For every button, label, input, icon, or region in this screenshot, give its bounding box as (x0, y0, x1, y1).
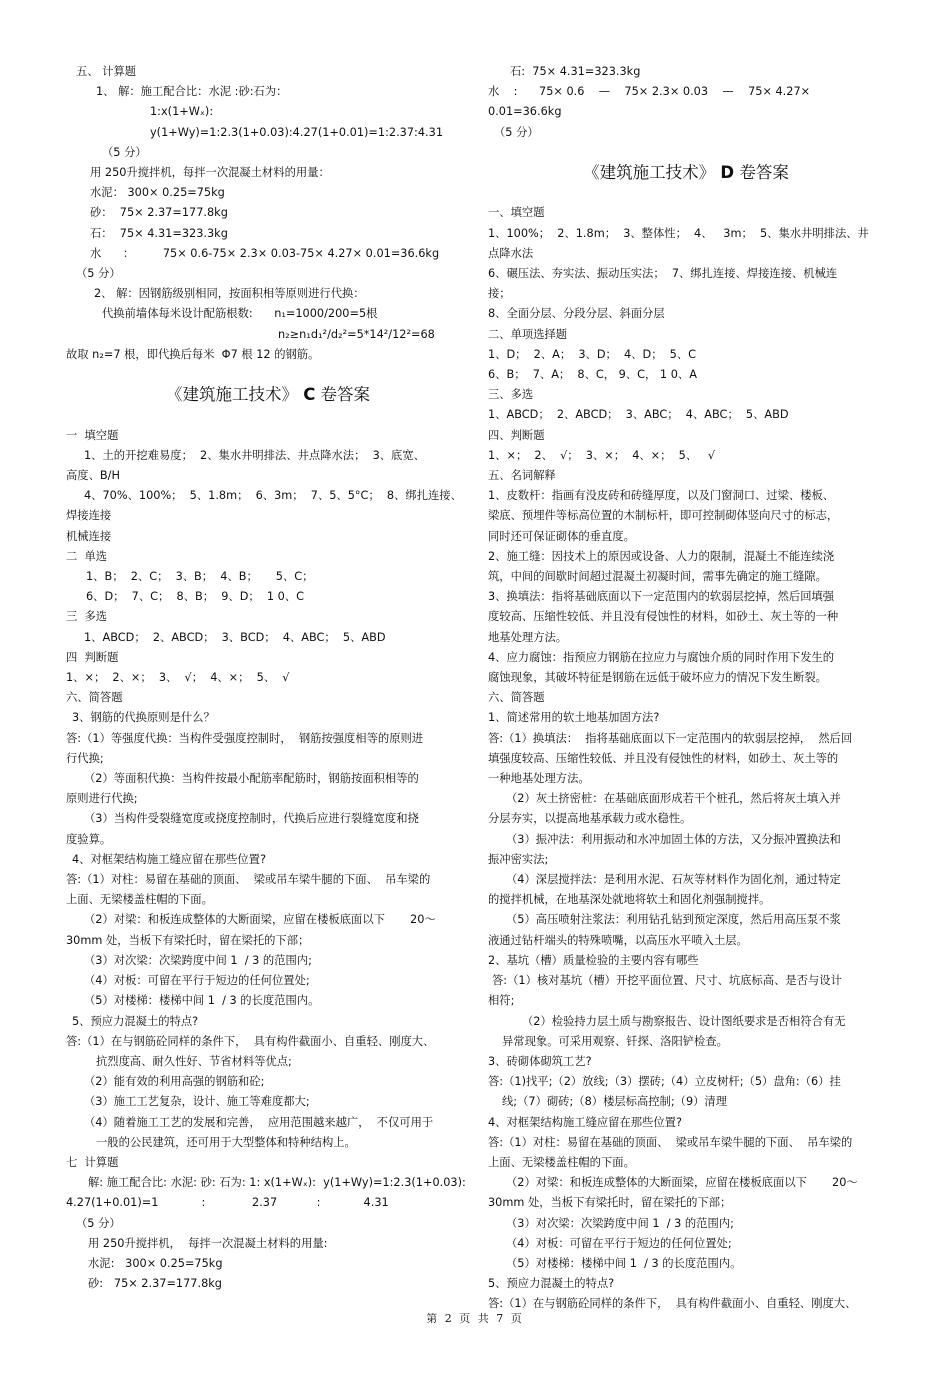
text-line: 2、施工缝：因技术上的原因或设备、人力的限制，混凝土不能连续浇 (488, 549, 835, 563)
text-line: 四 判断题 (66, 650, 119, 664)
text-line: 石: 75× 4.31=323.3kg (510, 65, 641, 78)
text-line: （4）对板：可留在平行于短边的任何位置处; (506, 1236, 732, 1250)
text-line: 4、对框架结构施工缝应留在那些位置? (72, 852, 266, 866)
text-line: 1、×； 2、 √； 3、×； 4、×； 5、 √ (488, 448, 716, 462)
text-line: 答:（1）核对基坑（槽）开挖平面位置、尺寸、坑底标高、是否与设计 (492, 974, 842, 988)
text-line: 腐蚀现象，其破坏特征是钢筋在远低于破坏应力的情况下发生断裂。 (488, 671, 827, 685)
text-line: 4.27(1+0.01)=1 : 2.37 : 4.31 (66, 1196, 389, 1210)
right-column (488, 62, 884, 1315)
text-line: 上面、无梁楼盖柱帽的下面。 (488, 1155, 635, 1169)
text-line: （3）对次梁：次梁跨度中间 1 / 3 的范围内; (84, 953, 312, 967)
text-line: 水 ： 75× 0.6-75× 2.3× 0.03-75× 4.27× 0.01=36.6kg (90, 246, 440, 260)
text-line: 5、预应力混凝土的特点? (488, 1277, 615, 1291)
text-line: 答:（1）在与钢筋砼同样的条件下， 具有构件截面小、自重轻、刚度大、 (66, 1034, 435, 1048)
text-line: （2）对梁：和板连成整体的大断面梁，应留在楼板底面以下 20～ (506, 1176, 858, 1190)
text-line: （3）当构件受裂缝宽度或挠度控制时，代换后应进行裂缝宽度和挠 (84, 812, 419, 826)
text-line: （3）对次梁：次梁跨度中间 1 / 3 的范围内; (506, 1216, 734, 1230)
text-line: 相符; (488, 994, 515, 1008)
text-line: n₂≥n₁d₁²/d₂²=5*14²/12²=68 (278, 327, 435, 341)
text-line: （5）对楼梯：楼梯中间 1 / 3 的长度范围内。 (506, 1256, 742, 1270)
text-line: 1、×； 2、×； 3、 √； 4、×； 5、 √ (66, 671, 290, 685)
text-line: 上面、无梁楼盖柱帽的下面。 (66, 893, 213, 907)
text-line: 代换前墙体每米设计配筋根数: n₁=1000/200=5根 (102, 307, 378, 321)
text-line: 水泥： 300× 0.25=75kg (90, 186, 225, 200)
text-line: 答:（1）在与钢筋砼同样的条件下， 具有构件截面小、自重轻、刚度大、 (488, 1297, 857, 1311)
text-line: 2、基坑（槽）质量检验的主要内容有哪些 (488, 953, 699, 967)
text-line: 3、换填法：指将基础底面以下一定范围内的软弱层挖掉，然后回填强 (488, 590, 835, 604)
text-line: （5 分） (494, 125, 539, 139)
text-line: 答:（1）对柱：易留在基础的顶面、 梁或吊车梁牛腿的下面、 吊车梁的 (488, 1135, 853, 1149)
text-line: 一般的公民建筑，还可用于大型整体和特种结构上。 (96, 1135, 356, 1149)
text-line: 1、皮数杆：指画有没皮砖和砖缝厚度，以及门窗洞口、过梁、楼板、 (488, 489, 835, 503)
text-line: 接； (488, 287, 511, 301)
text-line: 6、D； 7、C； 8、B； 9、D； 1 0、C (86, 590, 305, 604)
text-line (66, 405, 470, 425)
text-line: 四、判断题 (488, 428, 545, 442)
text-line: 用 250升搅拌机， 每拌一次混凝土材料的用量: (88, 1236, 328, 1250)
text-line: 线;（7）砌砖;（8）楼层标高控制;（9）清理 (502, 1095, 728, 1109)
text-line: 4、对框架结构施工缝应留在那些位置? (488, 1115, 682, 1129)
text-line: 抗烈度高、耐久性好、节省材料等优点; (96, 1054, 292, 1068)
text-line: 8、全面分层、分段分层、斜面分层 (488, 307, 665, 321)
text-line: 答:（1）等强度代换：当构件受强度控制时， 钢筋按强度相等的原则进 (66, 731, 424, 745)
text-line: 筑，中间的间歇时间超过混凝土初凝时间，需事先确定的施工缝隙。 (488, 570, 827, 584)
text-line: （4）随着施工工艺的发展和完善， 应用范围越来越广， 不仅可用于 (84, 1115, 434, 1129)
text-line: 答:（1）对柱：易留在基础的顶面、 梁或吊车梁牛腿的下面、 吊车梁的 (66, 873, 431, 887)
text-line: 七 计算题 (66, 1155, 119, 1169)
text-line: 三、多选 (488, 388, 534, 402)
text-line: （3）振冲法：利用振动和水冲加固土体的方法，又分振冲置换法和 (506, 832, 841, 846)
text-line: 砂: 75× 2.37=177.8kg (88, 1277, 222, 1291)
text-line: 液通过钻杆端头的特殊喷嘴，以高压水平喷入土层。 (488, 933, 748, 947)
text-line: 答:（1)找平;（2）放线;（3）摆砖;（4）立皮树杆;（5）盘角:（6）挂 (488, 1075, 841, 1089)
text-line: 度验算。 (66, 832, 112, 846)
text-line: 30mm 处，当板下有梁托时，留在梁托的下部； (66, 933, 310, 947)
text-line: （5）对楼梯：楼梯中间 1 / 3 的长度范围内。 (84, 994, 320, 1008)
text-line: （2）能有效的利用高强的钢筋和砼; (84, 1075, 265, 1089)
text-line: 1、简述常用的软土地基加固方法? (488, 711, 660, 725)
text-line: 4、应力腐蚀：指预应力钢筋在拉应力与腐蚀介质的同时作用下发生的 (488, 650, 835, 664)
text-line: （2）等面积代换：当构件按最小配筋率配筋时，钢筋按面积相等的 (84, 772, 419, 786)
text-line: 梁底、预埋件等标高位置的木制标杆，即可控制砌体竖向尺寸的标志， (488, 509, 839, 523)
text-line: （2）对梁：和板连成整体的大断面梁，应留在楼板底面以下 20～ (84, 913, 436, 927)
text-line: 六、简答题 (66, 691, 123, 705)
text-line (488, 183, 884, 203)
text-line: （4）对板：可留在平行于短边的任何位置处; (84, 974, 310, 988)
text-line: 五、 计算题 (76, 65, 137, 78)
text-line: 砂： 75× 2.37=177.8kg (90, 206, 228, 220)
text-line: （3）施工工艺复杂，设计、施工等难度都大; (84, 1095, 310, 1109)
text-line: 行代换; (66, 751, 104, 765)
text-line: 1、土的开挖难易度； 2、集水井明排法、井点降水法； 3、底宽、 (84, 448, 425, 462)
section-title: 《建筑施工技术》 D 卷答案 (583, 163, 789, 182)
text-line: 1:x(1+Wₓ): y(1+Wy)=1:2.3(1+0.03):4.27(1+0.01)=1:2.37:4.31 (150, 105, 444, 139)
text-line: 水 : 75× 0.6 — 75× 2.3× 0.03 — 75× 4.27× 0.01=36.6kg (488, 85, 814, 119)
text-line: 一 填空题 (66, 428, 119, 442)
text-line: 2、 解：因钢筋级别相同，按面积相等原则进行代换： (94, 287, 365, 301)
text-line: 三 多选 (66, 610, 108, 624)
text-line (66, 365, 470, 385)
text-line: 异常现象。可采用观察、钎探、洛阳铲检查。 (502, 1034, 728, 1048)
text-line: 3、钢筋的代换原则是什么？ (72, 711, 215, 725)
text-line: 分层夯实，以提高地基承载力或水稳性。 (488, 812, 692, 826)
text-line: 原则进行代换; (66, 792, 138, 806)
text-line: （2）检验持力层土质与勘察报告、设计图纸要求是否相符合有无 (522, 1014, 846, 1028)
text-line: 30mm 处，当板下有梁托时，留在梁托的下部； (488, 1196, 732, 1210)
text-line: 3、砖砌体砌筑工艺? (488, 1054, 592, 1068)
text-line: 机械连接 (66, 529, 112, 543)
text-line: 解: 施工配合比: 水泥: 砂: 石为: 1: x(1+Wₓ): y(1+Wy)=1:2.3(1+0.03): (88, 1176, 466, 1190)
text-line: 填强度较高、压缩性较低、并且没有侵蚀性的材料，如砂土、灰土等的 (488, 751, 839, 765)
text-line: 答:（1）换填法： 指将基础底面以下一定范围内的软弱层挖掉， 然后回 (488, 731, 853, 745)
text-line: 二、单项选择题 (488, 327, 568, 341)
text-line: （4）深层搅拌法：是利用水泥、石灰等材料作为固化剂，通过特定 (506, 873, 841, 887)
text-line: （5 分） (76, 267, 121, 281)
text-line: 一、填空题 (488, 206, 545, 220)
text-line: 同时还可保证砌体的垂直度。 (488, 529, 635, 543)
text-line: 振冲密实法; (488, 852, 549, 866)
text-line: 高度、B/H (66, 469, 120, 483)
text-line: 二 单选 (66, 549, 108, 563)
text-line: 点降水法 (488, 246, 534, 260)
text-line: 1、B； 2、C； 3、B； 4、B； 5、C； (86, 570, 314, 584)
text-line: 1、D； 2、A； 3、D； 4、D； 5、C (488, 347, 697, 361)
text-line: 用 250升搅拌机，每拌一次混凝土材料的用量： (90, 166, 330, 180)
text-line: 一种地基处理方法。 (488, 772, 590, 786)
text-line (488, 143, 884, 163)
text-line: 1、 解：施工配合比：水泥 :砂:石为： (96, 85, 288, 99)
text-line: 1、ABCD； 2、ABCD； 3、ABC； 4、ABC； 5、ABD (488, 408, 789, 422)
text-line: 故取 n₂=7 根，即代换后每米 Φ7 根 12 的钢筋。 (66, 347, 320, 361)
text-line: 六、简答题 (488, 691, 545, 705)
text-line: 5、预应力混凝土的特点? (72, 1014, 199, 1028)
text-line: 地基处理方法。 (488, 630, 568, 644)
text-line: 4、70%、100%； 5、1.8m； 6、3m； 7、5、5°C； 8、绑扎连接、 (84, 489, 462, 503)
text-line: 度较高、压缩性较低、并且没有侵蚀性的材料，如砂土、灰土等的一种 (488, 610, 839, 624)
text-line: 1、100%； 2、1.8m； 3、整体性； 4、 3m； 5、集水井明排法、井 (488, 226, 869, 240)
text-line: 石： 75× 4.31=323.3kg (90, 226, 228, 240)
text-line: （5 分） (76, 1216, 121, 1230)
text-line: （5）高压喷射注浆法：利用钻孔钻到预定深度，然后用高压泵不浆 (506, 913, 841, 927)
text-line: 五、名词解释 (488, 469, 556, 483)
text-line: 6、碾压法、夯实法、振动压实法； 7、绑扎连接、焊接连接、机械连 (488, 266, 838, 280)
text-line: 焊接连接 (66, 509, 112, 523)
text-line: 水泥: 300× 0.25=75kg (88, 1256, 223, 1270)
text-line: （2）灰土挤密桩：在基础底面形成若干个桩孔，然后将灰土填入并 (506, 792, 841, 806)
left-column (66, 62, 470, 1294)
text-line: （5 分） (102, 145, 147, 159)
text-line: 的搅拌机械，在地基深处就地将软土和固化剂强制搅拌。 (488, 893, 771, 907)
text-line: 1、ABCD； 2、ABCD； 3、BCD； 4、ABC； 5、ABD (84, 630, 386, 644)
text-line: 6、B； 7、A； 8、C， 9、C， 1 0、A (488, 368, 697, 381)
section-title: 《建筑施工技术》 C 卷答案 (165, 385, 371, 405)
page-footer: 第 2 页 共 7 页 (426, 1312, 524, 1325)
